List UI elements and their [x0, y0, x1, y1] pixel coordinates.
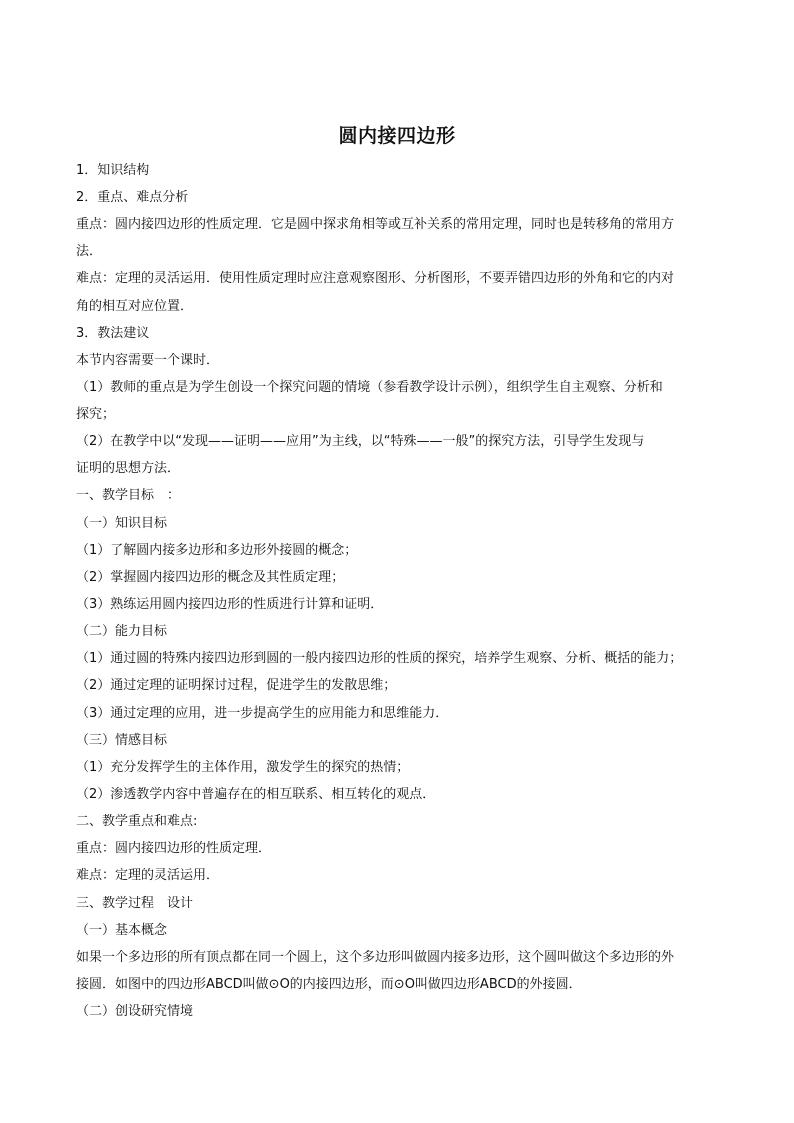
paragraph-line: （3）通过定理的应用，进一步提高学生的应用能力和思维能力． [76, 706, 449, 721]
paragraph-line: 法． [76, 244, 103, 259]
paragraph-line: （1）充分发挥学生的主体作用，激发学生的探究的热情； [76, 760, 410, 775]
paragraph-line: 三、教学过程 设计 [76, 896, 194, 911]
paragraph-line: 一、教学目标 ： [76, 488, 181, 503]
paragraph-line: （一）基本概念 [76, 923, 168, 938]
paragraph-line: （2）渗透教学内容中普遍存在的相互联系、相互转化的观点． [76, 787, 436, 802]
paragraph-line: （2）在教学中以“发现——证明——应用”为主线，以“特殊——一般”的探究方法，引导学生发现与 [76, 434, 645, 449]
paragraph-line: （3）熟练运用圆内接四边形的性质进行计算和证明． [76, 597, 384, 612]
paragraph-line: （一）知识目标 [76, 516, 168, 531]
paragraph-line: （三）情感目标 [76, 733, 168, 748]
paragraph-line: （1）了解圆内接多边形和多边形外接圆的概念； [76, 543, 358, 558]
paragraph-line: 难点：定理的灵活运用．使用性质定理时应注意观察图形、分析图形，不要弄错四边形的外角和它的内对 [76, 271, 675, 286]
paragraph-line: 证明的思想方法． [76, 461, 181, 476]
document-title: 圆内接四边形 [338, 125, 456, 147]
paragraph-line: 难点：定理的灵活运用． [76, 868, 220, 883]
paragraph-line: 本节内容需要一个课时． [76, 353, 220, 368]
paragraph-line: （二）创设研究情境 [76, 1004, 194, 1019]
paragraph-line: （1）教师的重点是为学生创设一个探究问题的情境（参看教学设计示例），组织学生自主观察、分析和 [76, 380, 663, 395]
paragraph-line: （2）掌握圆内接四边形的概念及其性质定理； [76, 570, 345, 585]
paragraph-line: 重点：圆内接四边形的性质定理． [76, 841, 272, 856]
paragraph-line: 2．重点、难点分析 [76, 190, 189, 205]
paragraph-line: 1．知识结构 [76, 163, 150, 178]
paragraph-line: 角的相互对应位置． [76, 299, 194, 314]
paragraph-line: 如果一个多边形的所有顶点都在同一个圆上，这个多边形叫做圆内接多边形，这个圆叫做这个多边形的外 [76, 950, 675, 965]
paragraph-line: （2）通过定理的证明探讨过程，促进学生的发散思维； [76, 678, 397, 693]
paragraph-line: 探究； [76, 407, 116, 422]
paragraph-line: 3．教法建议 [76, 326, 150, 341]
paragraph-line: （1）通过圆的特殊内接四边形到圆的一般内接四边形的性质的探究，培养学生观察、分析、概括的能力； [76, 651, 683, 666]
paragraph-line: 接圆．如图中的四边形ABCD叫做⊙O的内接四边形，而⊙O叫做四边形ABCD的外接圆． [76, 977, 582, 992]
paragraph-line: （二）能力目标 [76, 624, 168, 639]
paragraph-line: 二、教学重点和难点: [76, 814, 198, 829]
paragraph-line: 重点：圆内接四边形的性质定理．它是圆中探求角相等或互补关系的常用定理，同时也是转移角的常用方 [76, 217, 675, 232]
